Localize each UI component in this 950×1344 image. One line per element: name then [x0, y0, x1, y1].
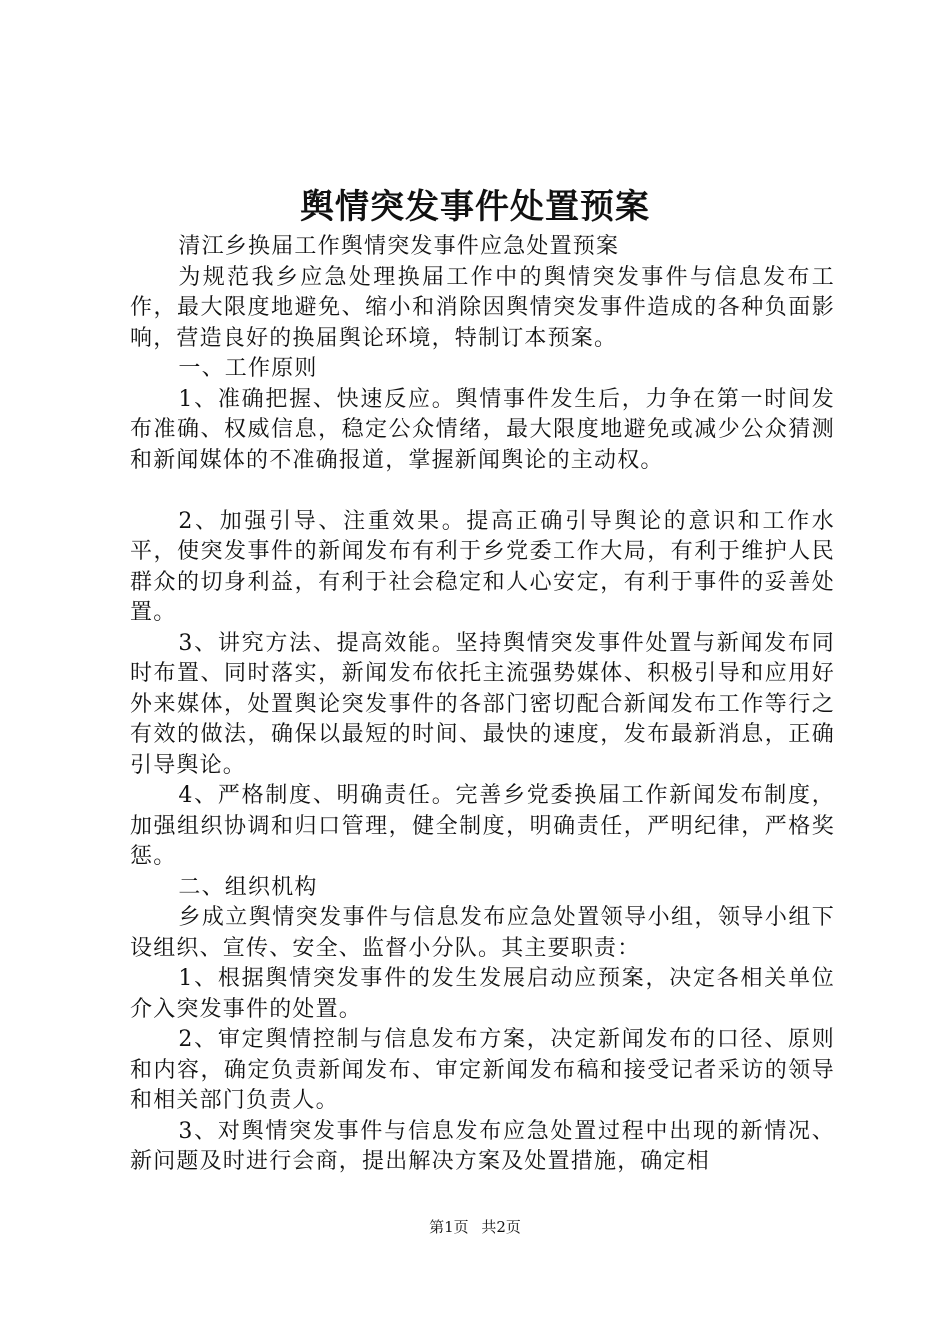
page-number: 第1页 — [429, 1218, 469, 1236]
page-footer — [0, 1216, 950, 1238]
document-title: 舆情突发事件处置预案 — [300, 187, 650, 227]
paragraph-intro: 为规范我乡应急处理换届工作中的舆情突发事件与信息发布工作，最大限度地避免、缩小和消除因舆情突发事件造成的各种负面影响，营造良好的换届舆论环境，特制订本预案。 — [130, 264, 835, 351]
paragraph-subtitle: 清江乡换届工作舆情突发事件应急处置预案 — [178, 234, 620, 259]
paragraph-principle-4: 4、严格制度、明确责任。完善乡党委换届工作新闻发布制度，加强组织协调和归口管理，健全制度，明确责任，严明纪律，严格奖惩。 — [130, 783, 835, 869]
paragraph-principle-1: 1、准确把握、快速反应。舆情事件发生后，力争在第一时间发布准确、权威信息，稳定公众情绪，最大限度地避免或减少公众猜测和新闻媒体的不准确报道，掌握新闻舆论的主动权。 — [130, 386, 835, 473]
page-total: 共2页 — [481, 1218, 521, 1236]
paragraph-principle-2: 2、加强引导、注重效果。提高正确引导舆论的意识和工作水平，使突发事件的新闻发布有利于乡党委工作大局，有利于维护人民群众的切身利益，有利于社会稳定和人心安定，有利于事件的妥善处置。 — [130, 508, 835, 625]
section-heading-organization: 二、组织机构 — [178, 874, 318, 900]
paragraph-organization: 乡成立舆情突发事件与信息发布应急处置领导小组，领导小组下设组织、宣传、安全、监督小分队。其主要职责： — [130, 905, 835, 961]
paragraph-duty-1: 1、根据舆情突发事件的发生发展启动应预案，决定各相关单位介入突发事件的处置。 — [130, 966, 835, 1022]
paragraph-principle-3: 3、讲究方法、提高效能。坚持舆情突发事件处置与新闻发布同时布置、同时落实，新闻发布依托主流强势媒体、积极引导和应用好外来媒体，处置舆论突发事件的各部门密切配合新闻发布工作等行之有效的做法，确保以最短的时间、最快的速度，发布最新消息，正确引导舆论。 — [130, 630, 835, 778]
document-body — [130, 232, 835, 1178]
paragraph-duty-3: 3、对舆情突发事件与信息发布应急处置过程中出现的新情况、新问题及时进行会商，提出解决方案及处置措施，确定相 — [130, 1118, 835, 1174]
section-heading-principles: 一、工作原则 — [178, 356, 318, 381]
paragraph-duty-2: 2、审定舆情控制与信息发布方案，决定新闻发布的口径、原则和内容，确定负责新闻发布、审定新闻发布稿和接受记者采访的领导和相关部门负责人。 — [130, 1027, 835, 1113]
